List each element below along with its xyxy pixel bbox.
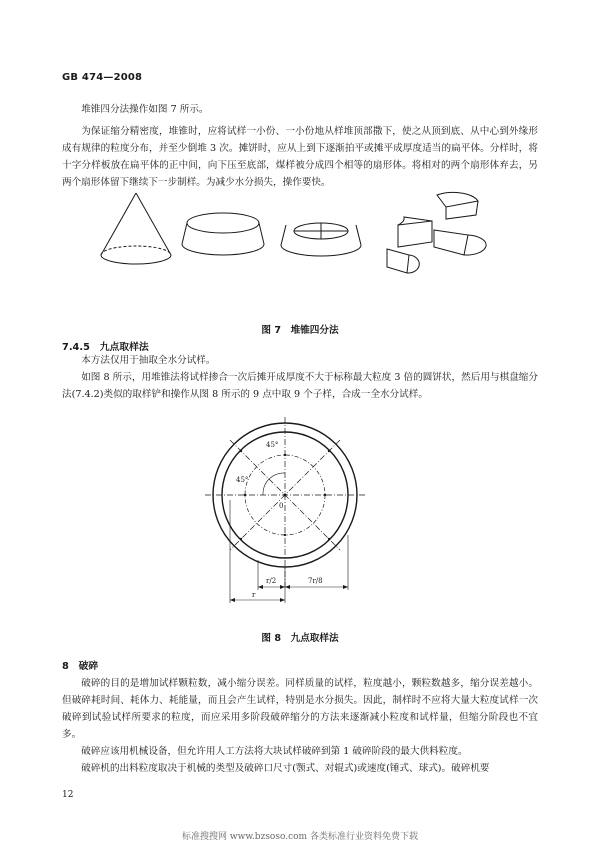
crusher-output-paragraph: 破碎机的出料粒度取决于机械的类型及破碎口尺寸(颚式、对辊式)或速度(锤式、球式)。破碎机要: [81, 763, 490, 774]
angle-label-top: 45°: [266, 441, 279, 449]
site-footer-text: 标准搜搜网 www.bzsoso.com 各类标准行业资料免费下载: [182, 832, 418, 842]
nine-point-body-paragraph: 如图 8 所示，用堆锥法将试样掺合一次后摊开成厚度不大于标称最大粒度 3 倍的圆饼状，然后用与棋盘缩分法(7.4.2)类似的取样铲和操作从图 8 所示的 9 点中取 9 个子样，合成一全水分试样。: [62, 372, 538, 400]
page-number: 12: [62, 790, 74, 800]
dimension-label-seven-r-eighths: 7r/8: [308, 577, 323, 585]
separated-quarters-shape: [387, 192, 486, 273]
figure-7-cone-quartering: [0, 185, 600, 295]
dimension-label-r-half: r/2: [266, 577, 277, 585]
crushing-purpose-paragraph: 破碎的目的是增加试样颗粒数，减小缩分误差。同样质量的试样，粒度越小，颗粒数越多，缩分误差越小。但破碎耗时间、耗体力、耗能量，而且会产生试样，特别是水分损失。因此，制样时不应将大量大粒度试样一次破碎到试验试样所要求的粒度，而应采用多阶段破碎缩分的方法来逐渐减小粒度和试样量，但缩分阶段也不宜多。: [62, 678, 538, 740]
dimension-label-r: r: [252, 591, 256, 599]
section-7-4-5-heading: 7.4.5 九点取样法: [62, 342, 149, 353]
quartered-cake-shape: [281, 223, 361, 256]
section-8-heading: 8 破碎: [62, 661, 99, 672]
angle-label-left: 45°: [236, 476, 249, 484]
figure-7-caption: 图 7 堆锥四分法: [261, 325, 339, 336]
standard-code: GB 474—2008: [62, 72, 143, 83]
figure-8-nine-point-sampling: [0, 415, 600, 625]
center-label: 0: [279, 502, 284, 510]
figure-8-caption: 图 8 九点取样法: [261, 633, 339, 644]
cone-body-paragraph: 为保证缩分精密度，堆锥时，应将试样一小份、一小份地从样堆顶部撒下，使之从顶到底、从中心到外缘形成有规律的粒度分布，并至少倒堆 3 次。摊饼时，应从上到下逐渐拍平或摊平成厚度适当的扁平体。分样时，将十字分样板放在扁平体的正中间，向下压至底部，煤样被分成四个相等的扇形体。将相对的两个扇形体弃去，另两个扇形体留下继续下一步制样。为减少水分损失，操作要快。: [62, 126, 538, 188]
cone-intro-paragraph: 堆锥四分法操作如图 7 所示。: [81, 104, 209, 115]
nine-point-intro-paragraph: 本方法仅用于抽取全水分试样。: [81, 355, 216, 366]
cone-shape: [101, 193, 171, 264]
crushing-equipment-paragraph: 破碎应该用机械设备，但允许用人工方法将大块试样破碎到第 1 破碎阶段的最大供料粒度。: [81, 746, 468, 757]
flattened-cake-shape: [182, 213, 264, 255]
